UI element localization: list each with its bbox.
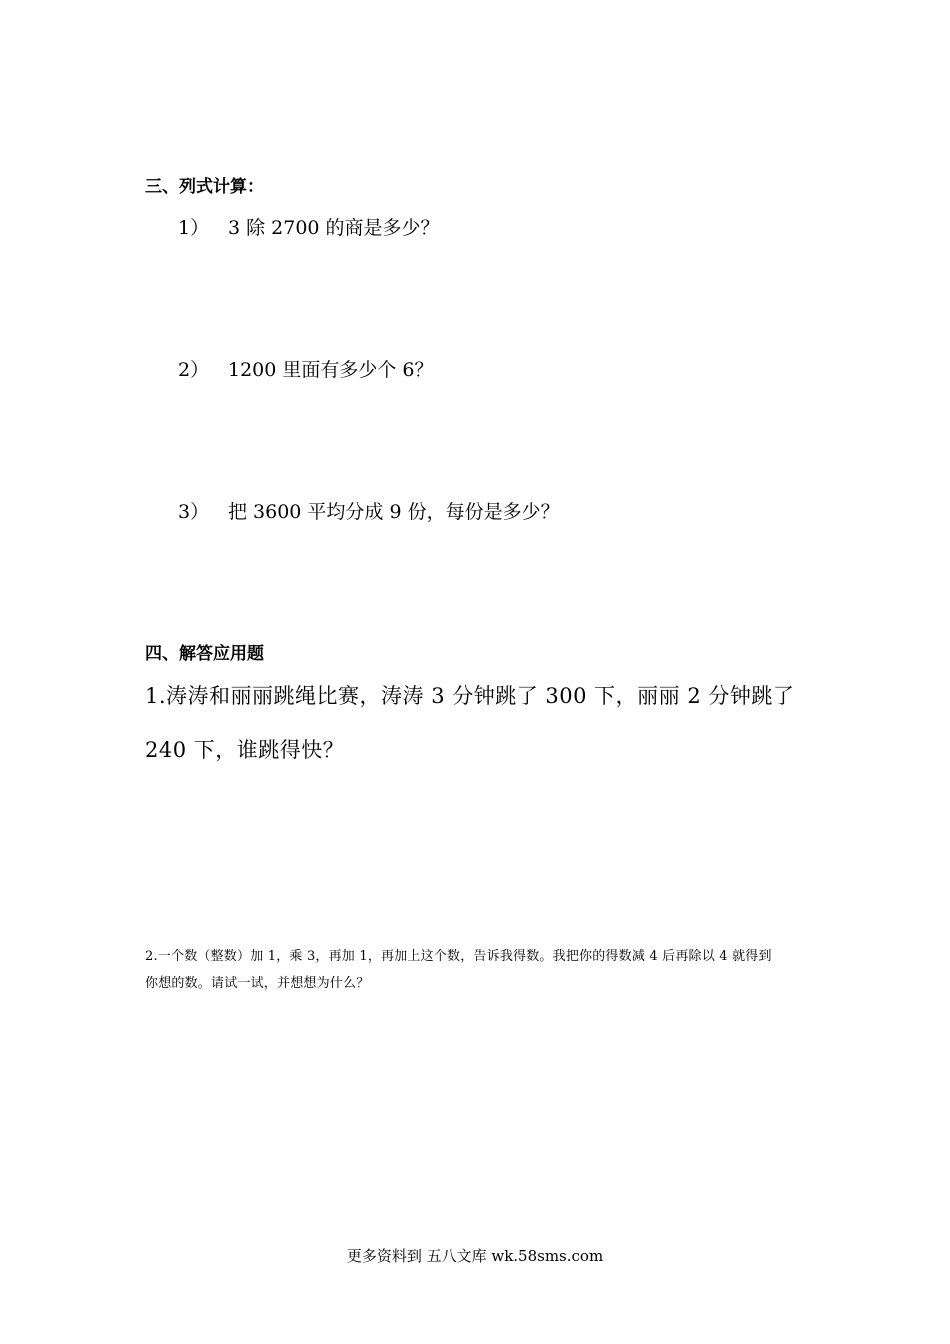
section-4-heading: 四、解答应用题 bbox=[145, 644, 264, 664]
calc-item-3-text: 把 3600 平均分成 9 份，每份是多少？ bbox=[228, 501, 560, 523]
calc-item-2-number: 2） bbox=[178, 359, 210, 381]
section-3-heading: 三、列式计算： bbox=[145, 177, 264, 197]
calc-item-3-number: 3） bbox=[178, 501, 210, 523]
calc-item-3 bbox=[178, 497, 560, 524]
word-problem-1-line-1: 1.涛涛和丽丽跳绳比赛，涛涛 3 分钟跳了 300 下，丽丽 2 分钟跳了 bbox=[145, 684, 795, 708]
word-problem-2-line-2: 你想的数。请试一试，并想想为什么？ bbox=[145, 976, 370, 991]
calc-item-1-number: 1） bbox=[178, 217, 210, 239]
calc-item-1 bbox=[178, 213, 440, 240]
word-problem-1-line-2: 240 下，谁跳得快？ bbox=[145, 738, 345, 762]
footer-link-text: 更多资料到 五八文库 wk.58sms.com bbox=[346, 1247, 604, 1265]
calc-item-1-text: 3 除 2700 的商是多少？ bbox=[228, 217, 440, 239]
calc-item-2 bbox=[178, 355, 434, 382]
calc-item-2-text: 1200 里面有多少个 6？ bbox=[228, 359, 434, 381]
word-problem-2-line-1: 2.一个数（整数）加 1，乘 3，再加 1，再加上这个数，告诉我得数。我把你的得数减 4 后再除以 4 就得到 bbox=[145, 949, 772, 964]
